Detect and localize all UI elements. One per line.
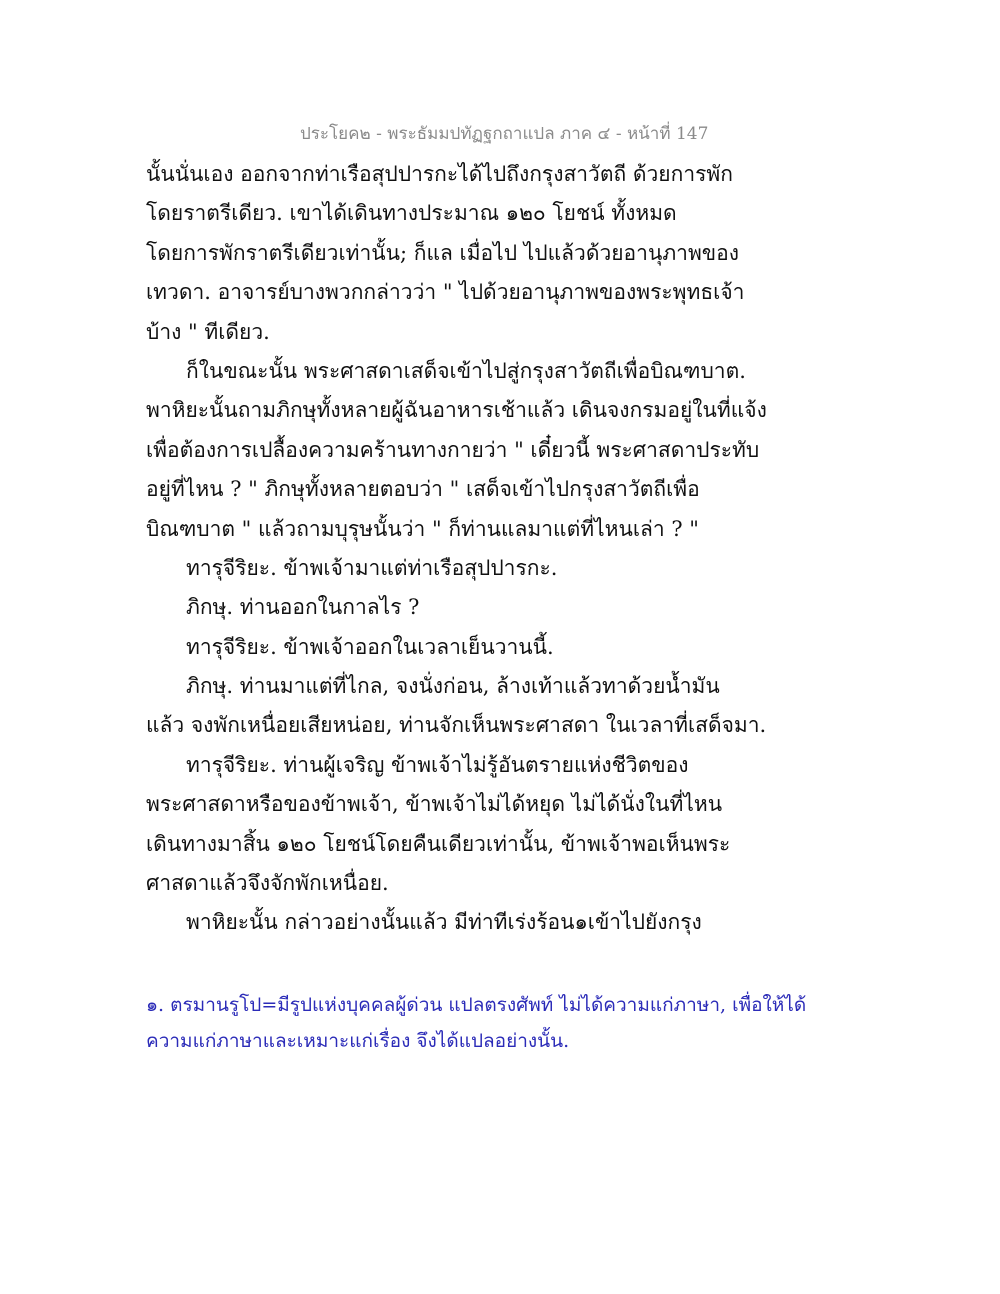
footnote-line: ๑. ตรมานรูโป=มีรูปแห่งบุคคลผู้ด่วน แปลตรงศัพท์ ไม่ได้ความแก่ภาษา, เพื่อให้ได้ [146,994,807,1016]
dialogue-line: ภิกษุ. ท่านมาแต่ที่ไกล, จงนั่งก่อน, ล้างเท้าแล้วทาด้วยน้ำมัน [186,674,720,699]
dialogue-line: ทารุจีริยะ. ท่านผู้เจริญ ข้าพเจ้าไม่รู้อันตรายแห่งชีวิตของ [186,752,689,777]
dialogue-line: ทารุจีริยะ. ข้าพเจ้ามาแต่ท่าเรือสุปปารกะ. [186,555,558,580]
text-line: พาหิยะนั้นถามภิกษุทั้งหลายผู้ฉันอาหารเช้าแล้ว เดินจงกรมอยู่ในที่แจ้ง [146,398,767,423]
text-line: พาหิยะนั้น กล่าวอย่างนั้นแล้ว มีท่าทีเร่งร้อน๑เข้าไปยังกรุง [186,910,702,935]
text-line: โดยราตรีเดียว. เขาได้เดินทางประมาณ ๑๒๐ โยชน์ ทั้งหมด [146,201,677,226]
text-line: โดยการพักราตรีเดียวเท่านั้น; ก็แล เมื่อไป ไปแล้วด้วยอานุภาพของ [146,240,740,265]
text-line: บ้าง " ทีเดียว. [146,319,270,344]
running-header: ประโยค๒ - พระธัมมปทัฏฐกถาแปล ภาค ๔ - หน้าที่ 147 [300,124,709,144]
text-line: บิณฑบาต " แล้วถามบุรุษนั้นว่า " ก็ท่านแลมาแต่ที่ไหนเล่า ? " [146,516,699,541]
footnotes [146,987,866,1059]
body-text [146,155,866,943]
footnote-line: ความแก่ภาษาและเหมาะแก่เรื่อง จึงได้แปลอย่างนั้น. [146,1030,570,1052]
text-line: ก็ในขณะนั้น พระศาสดาเสด็จเข้าไปสู่กรุงสาวัตถีเพื่อบิณฑบาต. [186,358,746,383]
text-line: เพื่อต้องการเปลื้องความคร้านทางกายว่า " เดี๋ยวนี้ พระศาสดาประทับ [146,437,760,462]
dialogue-line: ภิกษุ. ท่านออกในกาลไร ? [186,595,420,620]
text-line: ศาสดาแล้วจึงจักพักเหนื่อย. [146,871,389,896]
dialogue-line: ทารุจีริยะ. ข้าพเจ้าออกในเวลาเย็นวานนี้. [186,634,554,659]
text-line: แล้ว จงพักเหนื่อยเสียหน่อย, ท่านจักเห็นพระศาสดา ในเวลาที่เสด็จมา. [146,713,767,738]
text-line: เทวดา. อาจารย์บางพวกกล่าวว่า " ไปด้วยอานุภาพของพระพุทธเจ้า [146,280,745,305]
text-line: เดินทางมาสิ้น ๑๒๐ โยชน์โดยคืนเดียวเท่านั้น, ข้าพเจ้าพอเห็นพระ [146,831,731,856]
text-line: นั้นนั่นเอง ออกจากท่าเรือสุปปารกะได้ไปถึงกรุงสาวัตถี ด้วยการพัก [146,162,733,186]
text-line: พระศาสดาหรือของข้าพเจ้า, ข้าพเจ้าไม่ได้หยุด ไม่ได้นั่งในที่ไหน [146,792,723,817]
text-line: อยู่ที่ไหน ? " ภิกษุทั้งหลายตอบว่า " เสด็จเข้าไปกรุงสาวัตถีเพื่อ [146,477,700,502]
